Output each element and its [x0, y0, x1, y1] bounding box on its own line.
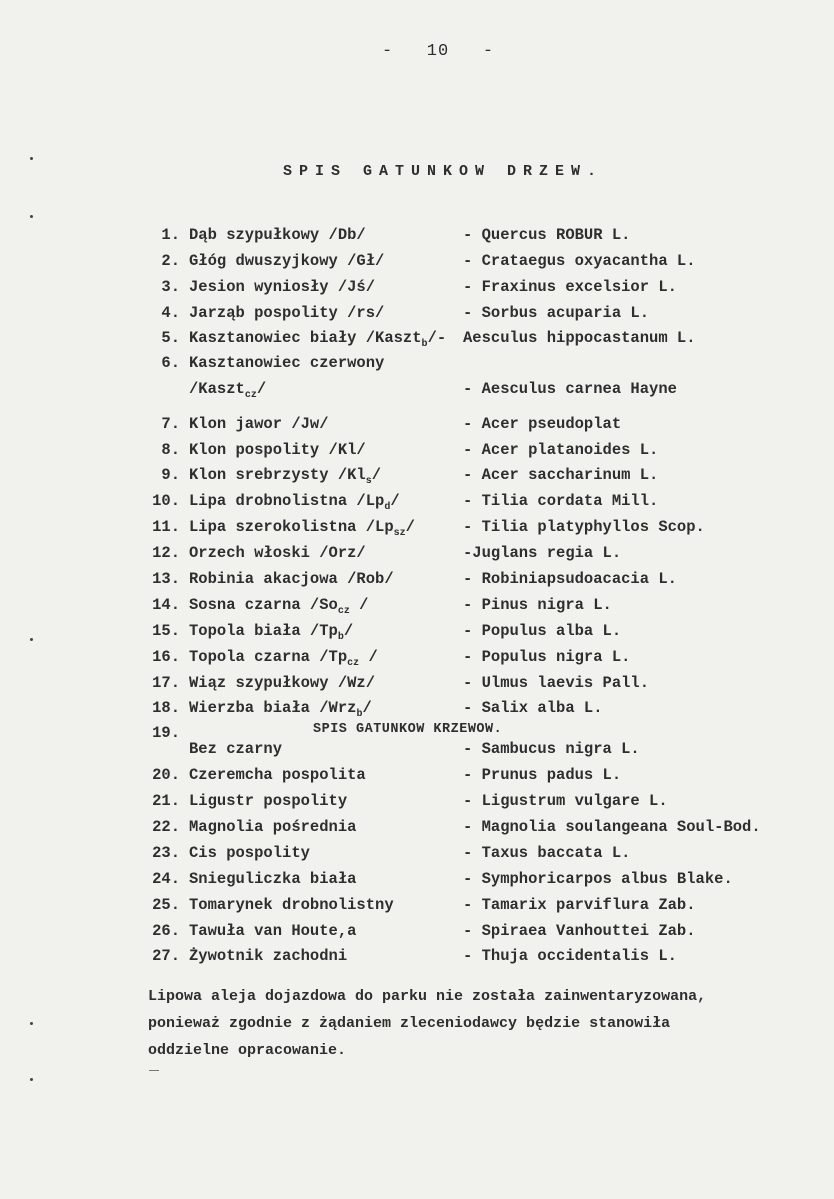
polish-name [189, 518, 415, 539]
latin-name: - Tamarix parviflura Zab. [463, 896, 696, 914]
list-item [145, 466, 825, 490]
polish-name-text: Żywotnik zachodni [189, 947, 348, 965]
list-item [145, 844, 825, 868]
polish-name [189, 766, 366, 784]
polish-name [189, 947, 347, 965]
polish-name-text: Dąb szypułkowy /Db/ [189, 226, 366, 244]
item-number: 22. [152, 818, 180, 836]
polish-name-text: Wierzba biała /Wrz [189, 699, 357, 717]
item-number: 23. [152, 844, 180, 862]
polish-name [189, 252, 384, 270]
polish-name-text: Klon srebrzysty /Kl [189, 466, 366, 484]
polish-name [189, 896, 394, 914]
polish-name-text: Klon jawor /Jw/ [189, 415, 329, 433]
polish-name-text: Bez czarny [189, 740, 283, 758]
polish-name-text: Kasztanowiec czerwony [189, 354, 385, 372]
item-number: 7. [161, 415, 180, 433]
item-number: 21. [152, 792, 180, 810]
polish-name-text: Topola czarna /Tp [189, 648, 348, 666]
item-number: 25. [152, 896, 180, 914]
item-number: 15. [152, 622, 180, 640]
item-number: 18. [152, 699, 180, 717]
polish-name-text: Robinia akacjowa /Rob/ [189, 570, 394, 588]
latin-name: Aesculus hippocastanum L. [463, 329, 696, 347]
item-number: 9. [161, 466, 180, 484]
latin-name: - Populus alba L. [463, 622, 622, 640]
item-number: 16. [152, 648, 180, 666]
polish-name-text: Lipa drobnolistna /Lp [189, 492, 385, 510]
list-item [145, 518, 825, 542]
item-number: 8. [161, 441, 180, 459]
item-number: 19. [152, 724, 180, 742]
latin-name: - Populus nigra L. [463, 648, 631, 666]
list-item [145, 818, 825, 842]
latin-name: - Ligustrum vulgare L. [463, 792, 668, 810]
list-item [145, 947, 825, 971]
list-item [145, 278, 825, 302]
list-item [145, 570, 825, 594]
polish-name-text: Klon pospolity /Kl/ [189, 441, 366, 459]
margin-dot [30, 1078, 33, 1081]
latin-name: - Prunus padus L. [463, 766, 622, 784]
latin-name: - Symphoricarpos albus Blake. [463, 870, 733, 888]
item-number: 2. [161, 252, 180, 270]
item-number: 14. [152, 596, 180, 614]
polish-name-text: Ligustr pospolity [189, 792, 348, 810]
page-title: SPIS GATUNKOW DRZEW. [283, 163, 604, 180]
polish-name [189, 674, 375, 692]
item-number: 26. [152, 922, 180, 940]
note-line-3: oddzielne opracowanie. [148, 1042, 347, 1059]
latin-name: - Taxus baccata L. [463, 844, 631, 862]
polish-name [189, 544, 366, 562]
polish-name [189, 226, 366, 244]
polish-name-text: Wiąz szypułkowy /Wz/ [189, 674, 376, 692]
list-item [145, 740, 825, 764]
list-item [145, 380, 825, 404]
polish-name [189, 278, 375, 296]
item-number: 5. [161, 329, 180, 347]
polish-name-text: Sosna czarna /So [189, 596, 338, 614]
polish-name-text: Orzech włoski /Orz/ [189, 544, 366, 562]
polish-name [189, 441, 366, 459]
list-item [145, 441, 825, 465]
note-line-1: Lipowa aleja dojazdowa do parku nie została zainwentaryzowana, [148, 988, 707, 1005]
margin-dot [30, 1022, 33, 1025]
polish-name-text: /Kaszt [189, 380, 245, 398]
item-number: 11. [152, 518, 180, 536]
list-item [145, 699, 825, 723]
abbreviation-close: / [362, 699, 372, 717]
list-item [145, 870, 825, 894]
item-number: 12. [152, 544, 180, 562]
abbreviation-close: / [390, 492, 400, 510]
polish-name-text: Tawuła van Houte,a [189, 922, 357, 940]
item-number: 13. [152, 570, 180, 588]
polish-name [189, 740, 282, 758]
abbreviation-subscript: b [421, 339, 428, 350]
margin-dot [30, 638, 33, 641]
list-item [145, 792, 825, 816]
list-item [145, 544, 825, 568]
polish-name-text: Lipa szerokolistna /Lp [189, 518, 394, 536]
abbreviation-subscript: cz [244, 390, 257, 401]
polish-name [189, 570, 394, 588]
latin-name: - Crataegus oxyacantha L. [463, 252, 696, 270]
polish-name [189, 922, 356, 940]
list-item [145, 329, 825, 353]
polish-name-text: Głóg dwuszyjkowy /Gł/ [189, 252, 385, 270]
polish-name [189, 622, 353, 643]
item-number: 6. [161, 354, 180, 372]
abbreviation-subscript: d [384, 502, 391, 513]
item-number: 27. [152, 947, 180, 965]
abbreviation-subscript: cz [337, 606, 350, 617]
latin-name: - Acer platanoides L. [463, 441, 659, 459]
latin-name: - Acer saccharinum L. [463, 466, 659, 484]
latin-name: - Tilia platyphyllos Scop. [463, 518, 705, 536]
polish-name [189, 596, 368, 617]
abbreviation-close: / [371, 466, 382, 484]
list-item [145, 415, 825, 439]
polish-name [189, 304, 384, 322]
list-item [145, 252, 825, 276]
abbreviation-subscript: b [356, 709, 363, 720]
shrubs-title: SPIS GATUNKOW KRZEWOW. [313, 722, 503, 737]
list-item [145, 492, 825, 516]
latin-name: - Aesculus carnea Hayne [463, 380, 677, 398]
latin-name: - Fraxinus excelsior L. [463, 278, 677, 296]
list-item [145, 354, 825, 378]
polish-name-text: Topola biała /Tp [189, 622, 338, 640]
polish-name-text: Tomarynek drobnolistny [189, 896, 394, 914]
latin-name: - Magnolia soulangeana Soul-Bod. [463, 818, 761, 836]
item-number: 17. [152, 674, 180, 692]
latin-name: - Sambucus nigra L. [463, 740, 640, 758]
latin-name: - Acer pseudoplat [463, 415, 622, 433]
latin-name: - Ulmus laevis Pall. [463, 674, 650, 692]
latin-name: -Juglans regia L. [463, 544, 622, 562]
polish-name-text: Magnolia pośrednia [189, 818, 357, 836]
latin-name: - Salix alba L. [463, 699, 603, 717]
item-number: 4. [161, 304, 180, 322]
abbreviation-close: / [405, 518, 415, 536]
polish-name [189, 492, 400, 513]
abbreviation-close: /- [427, 329, 447, 347]
latin-name: - Thuja occidentalis L. [463, 947, 677, 965]
abbreviation-subscript: s [365, 476, 372, 487]
margin-dot [30, 215, 33, 218]
polish-name-text: Cis pospolity [189, 844, 310, 862]
latin-name: - Sorbus acuparia L. [463, 304, 650, 322]
polish-name-text: Kasztanowiec biały /Kaszt [189, 329, 422, 347]
polish-name [189, 699, 372, 720]
latin-name: - Quercus ROBUR L. [463, 226, 631, 244]
abbreviation-close: / [256, 380, 267, 398]
polish-name-text: Jesion wyniosły /Jś/ [189, 278, 376, 296]
abbreviation-close: / [349, 596, 369, 614]
list-item [145, 766, 825, 790]
polish-name [189, 648, 378, 669]
polish-name [189, 844, 310, 862]
item-number: 20. [152, 766, 180, 784]
list-item [145, 674, 825, 698]
abbreviation-subscript: b [337, 632, 344, 643]
list-item [145, 596, 825, 620]
latin-name: - Robiniapsudoacacia L. [463, 570, 677, 588]
polish-name [189, 380, 266, 401]
latin-name: - Pinus nigra L. [463, 596, 612, 614]
abbreviation-close: / [343, 622, 354, 640]
list-item [145, 648, 825, 672]
abbreviation-subscript: cz [347, 658, 360, 669]
list-item [145, 622, 825, 646]
abbreviation-close: / [359, 648, 378, 666]
list-item [145, 304, 825, 328]
page-number: - 10 - [382, 42, 495, 61]
item-number: 10. [152, 492, 180, 510]
polish-name-text: Czeremcha pospolita [189, 766, 366, 784]
item-number: 24. [152, 870, 180, 888]
list-item [145, 226, 825, 250]
list-item [145, 922, 825, 946]
polish-name-text: Snieguliczka biała [189, 870, 357, 888]
note-line-2: ponieważ zgodnie z żądaniem zleceniodawcy będzie stanowiła [148, 1015, 671, 1032]
latin-name: - Tilia cordata Mill. [463, 492, 659, 510]
list-item [145, 896, 825, 920]
polish-name-text: Jarząb pospolity /rs/ [189, 304, 385, 322]
latin-name: - Spiraea Vanhouttei Zab. [463, 922, 696, 940]
polish-name [189, 329, 446, 350]
margin-dot [30, 157, 33, 160]
polish-name [189, 415, 329, 433]
divider [149, 1070, 159, 1071]
polish-name [189, 870, 356, 888]
polish-name [189, 792, 347, 810]
item-number: 1. [161, 226, 180, 244]
polish-name [189, 466, 381, 487]
polish-name [189, 354, 384, 372]
abbreviation-subscript: sz [393, 528, 406, 539]
item-number: 3. [161, 278, 180, 296]
polish-name [189, 818, 356, 836]
